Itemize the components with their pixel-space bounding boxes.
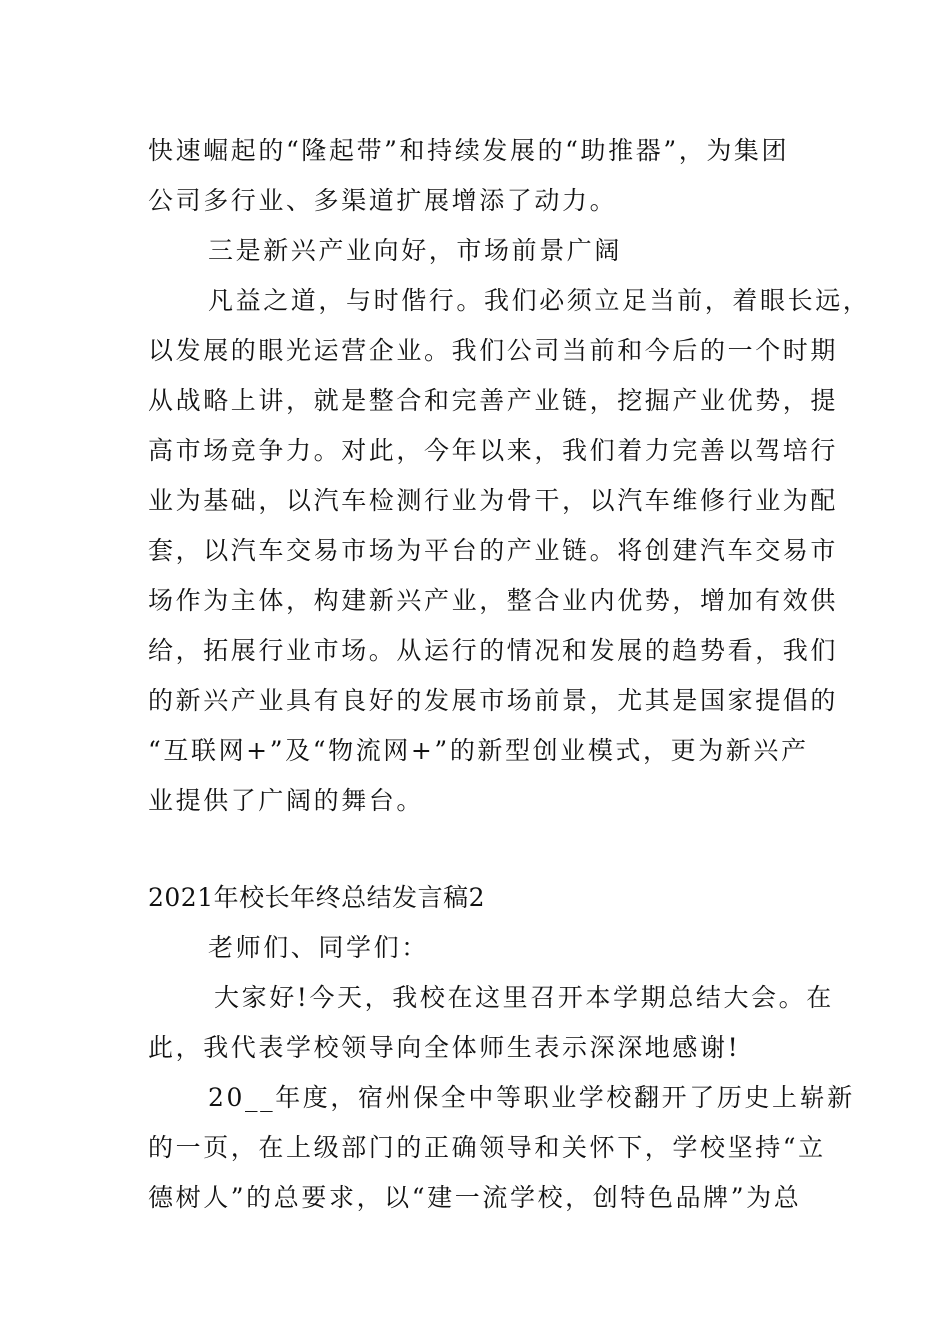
text-line: 以发展的眼光运营企业。我们公司当前和今后的一个时期 xyxy=(148,336,839,365)
text-line: 凡益之道，与时偕行。我们必须立足当前，着眼长远， xyxy=(208,286,871,315)
text-line: 快速崛起的“隆起带”和持续发展的“助推器”，为集团 xyxy=(148,136,790,165)
text-line: “互联网+”及“物流网+”的新型创业模式，更为新兴产 xyxy=(148,736,809,765)
text-line: 的一页，在上级部门的正确领导和关怀下，学校坚持“立 xyxy=(148,1133,826,1162)
text-line: 套，以汽车交易市场为平台的产业链。将创建汽车交易市 xyxy=(148,536,839,565)
text-line: 从战略上讲，就是整合和完善产业链，挖掘产业优势，提 xyxy=(148,386,839,415)
text-line: 业提供了广阔的舞台。 xyxy=(148,786,425,815)
text-line: 业为基础，以汽车检测行业为骨干，以汽车维修行业为配 xyxy=(148,486,839,515)
salutation: 老师们、同学们： xyxy=(208,933,429,962)
text-line: 的新兴产业具有良好的发展市场前景，尤其是国家提倡的 xyxy=(148,686,839,715)
subheading: 三是新兴产业向好，市场前景广阔 xyxy=(208,236,623,265)
text-line: 公司多行业、多渠道扩展增添了动力。 xyxy=(148,186,618,215)
text-line: 此，我代表学校领导向全体师生表示深深地感谢! xyxy=(148,1033,741,1062)
text-line: 场作为主体，构建新兴产业，整合业内优势，增加有效供 xyxy=(148,586,839,615)
section-title: 2021年校长年终总结发言稿2 xyxy=(148,883,486,912)
text-line: 大家好!今天，我校在这里召开本学期总结大会。在 xyxy=(214,983,834,1012)
text-line: 德树人”的总要求，以“建一流学校，创特色品牌”为总 xyxy=(148,1183,802,1212)
text-line: 给，拓展行业市场。从运行的情况和发展的趋势看，我们 xyxy=(148,636,839,665)
text-line: 20__年度，宿州保全中等职业学校翻开了历史上崭新 xyxy=(208,1083,855,1112)
text-line: 高市场竞争力。对此，今年以来，我们着力完善以驾培行 xyxy=(148,436,839,465)
